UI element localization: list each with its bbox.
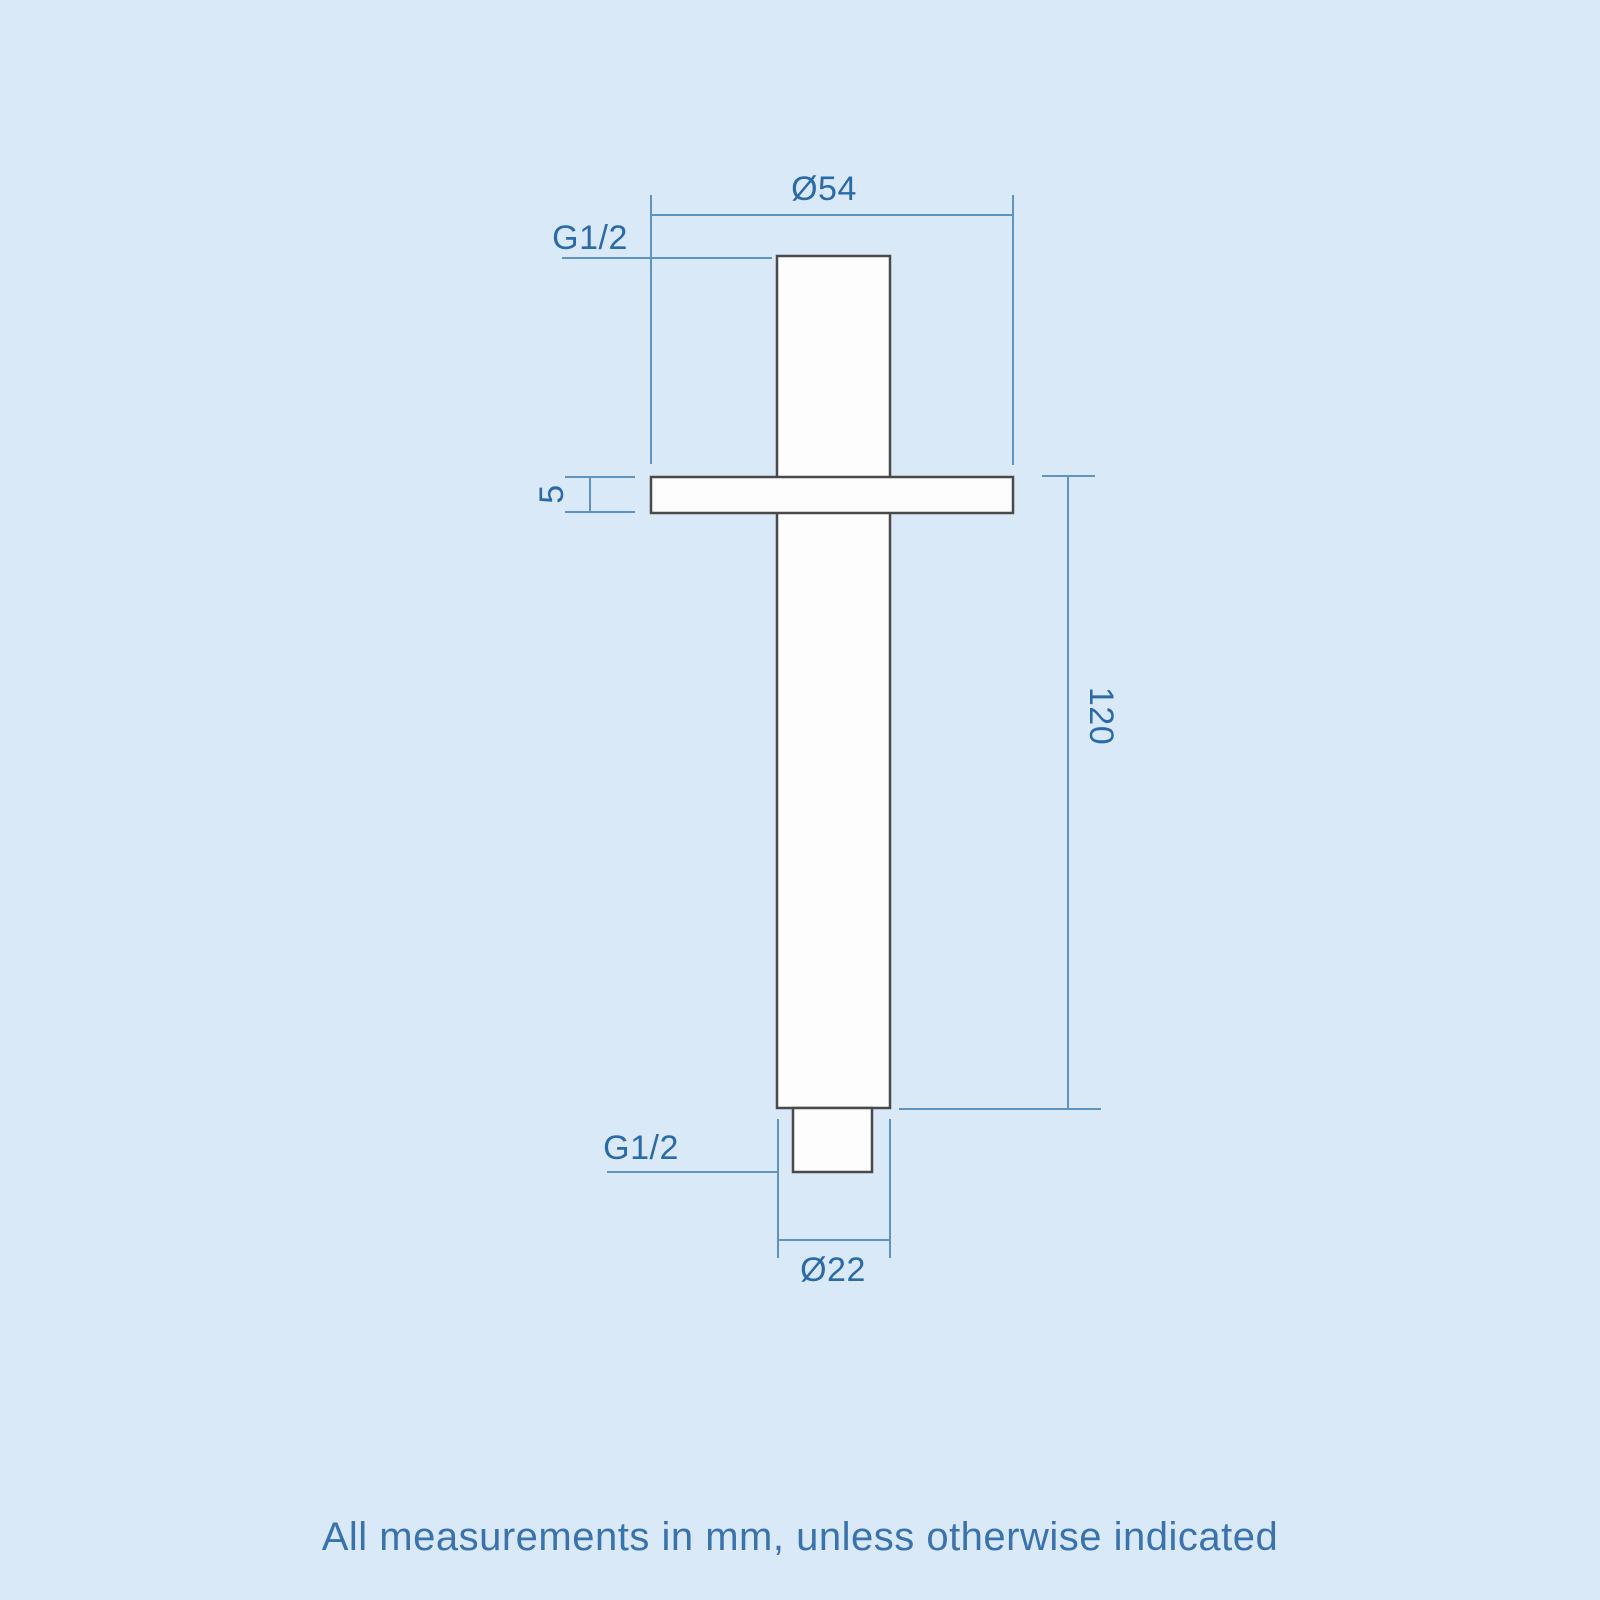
ceiling-flange-shape (651, 477, 1013, 513)
label-flange-thickness: 5 (533, 484, 571, 504)
part-shapes (651, 256, 1013, 1172)
label-bottom-thread: G1/2 (603, 1129, 679, 1167)
bottom-thread-shape (793, 1108, 872, 1172)
label-top-thread: G1/2 (552, 219, 628, 257)
label-top-diameter: Ø54 (791, 170, 857, 208)
measurement-units-note: All measurements in mm, unless otherwise indicated (321, 1515, 1279, 1559)
label-length: 120 (1082, 686, 1120, 746)
arm-body-shape (777, 256, 890, 1108)
label-bottom-diameter: Ø22 (800, 1251, 866, 1289)
